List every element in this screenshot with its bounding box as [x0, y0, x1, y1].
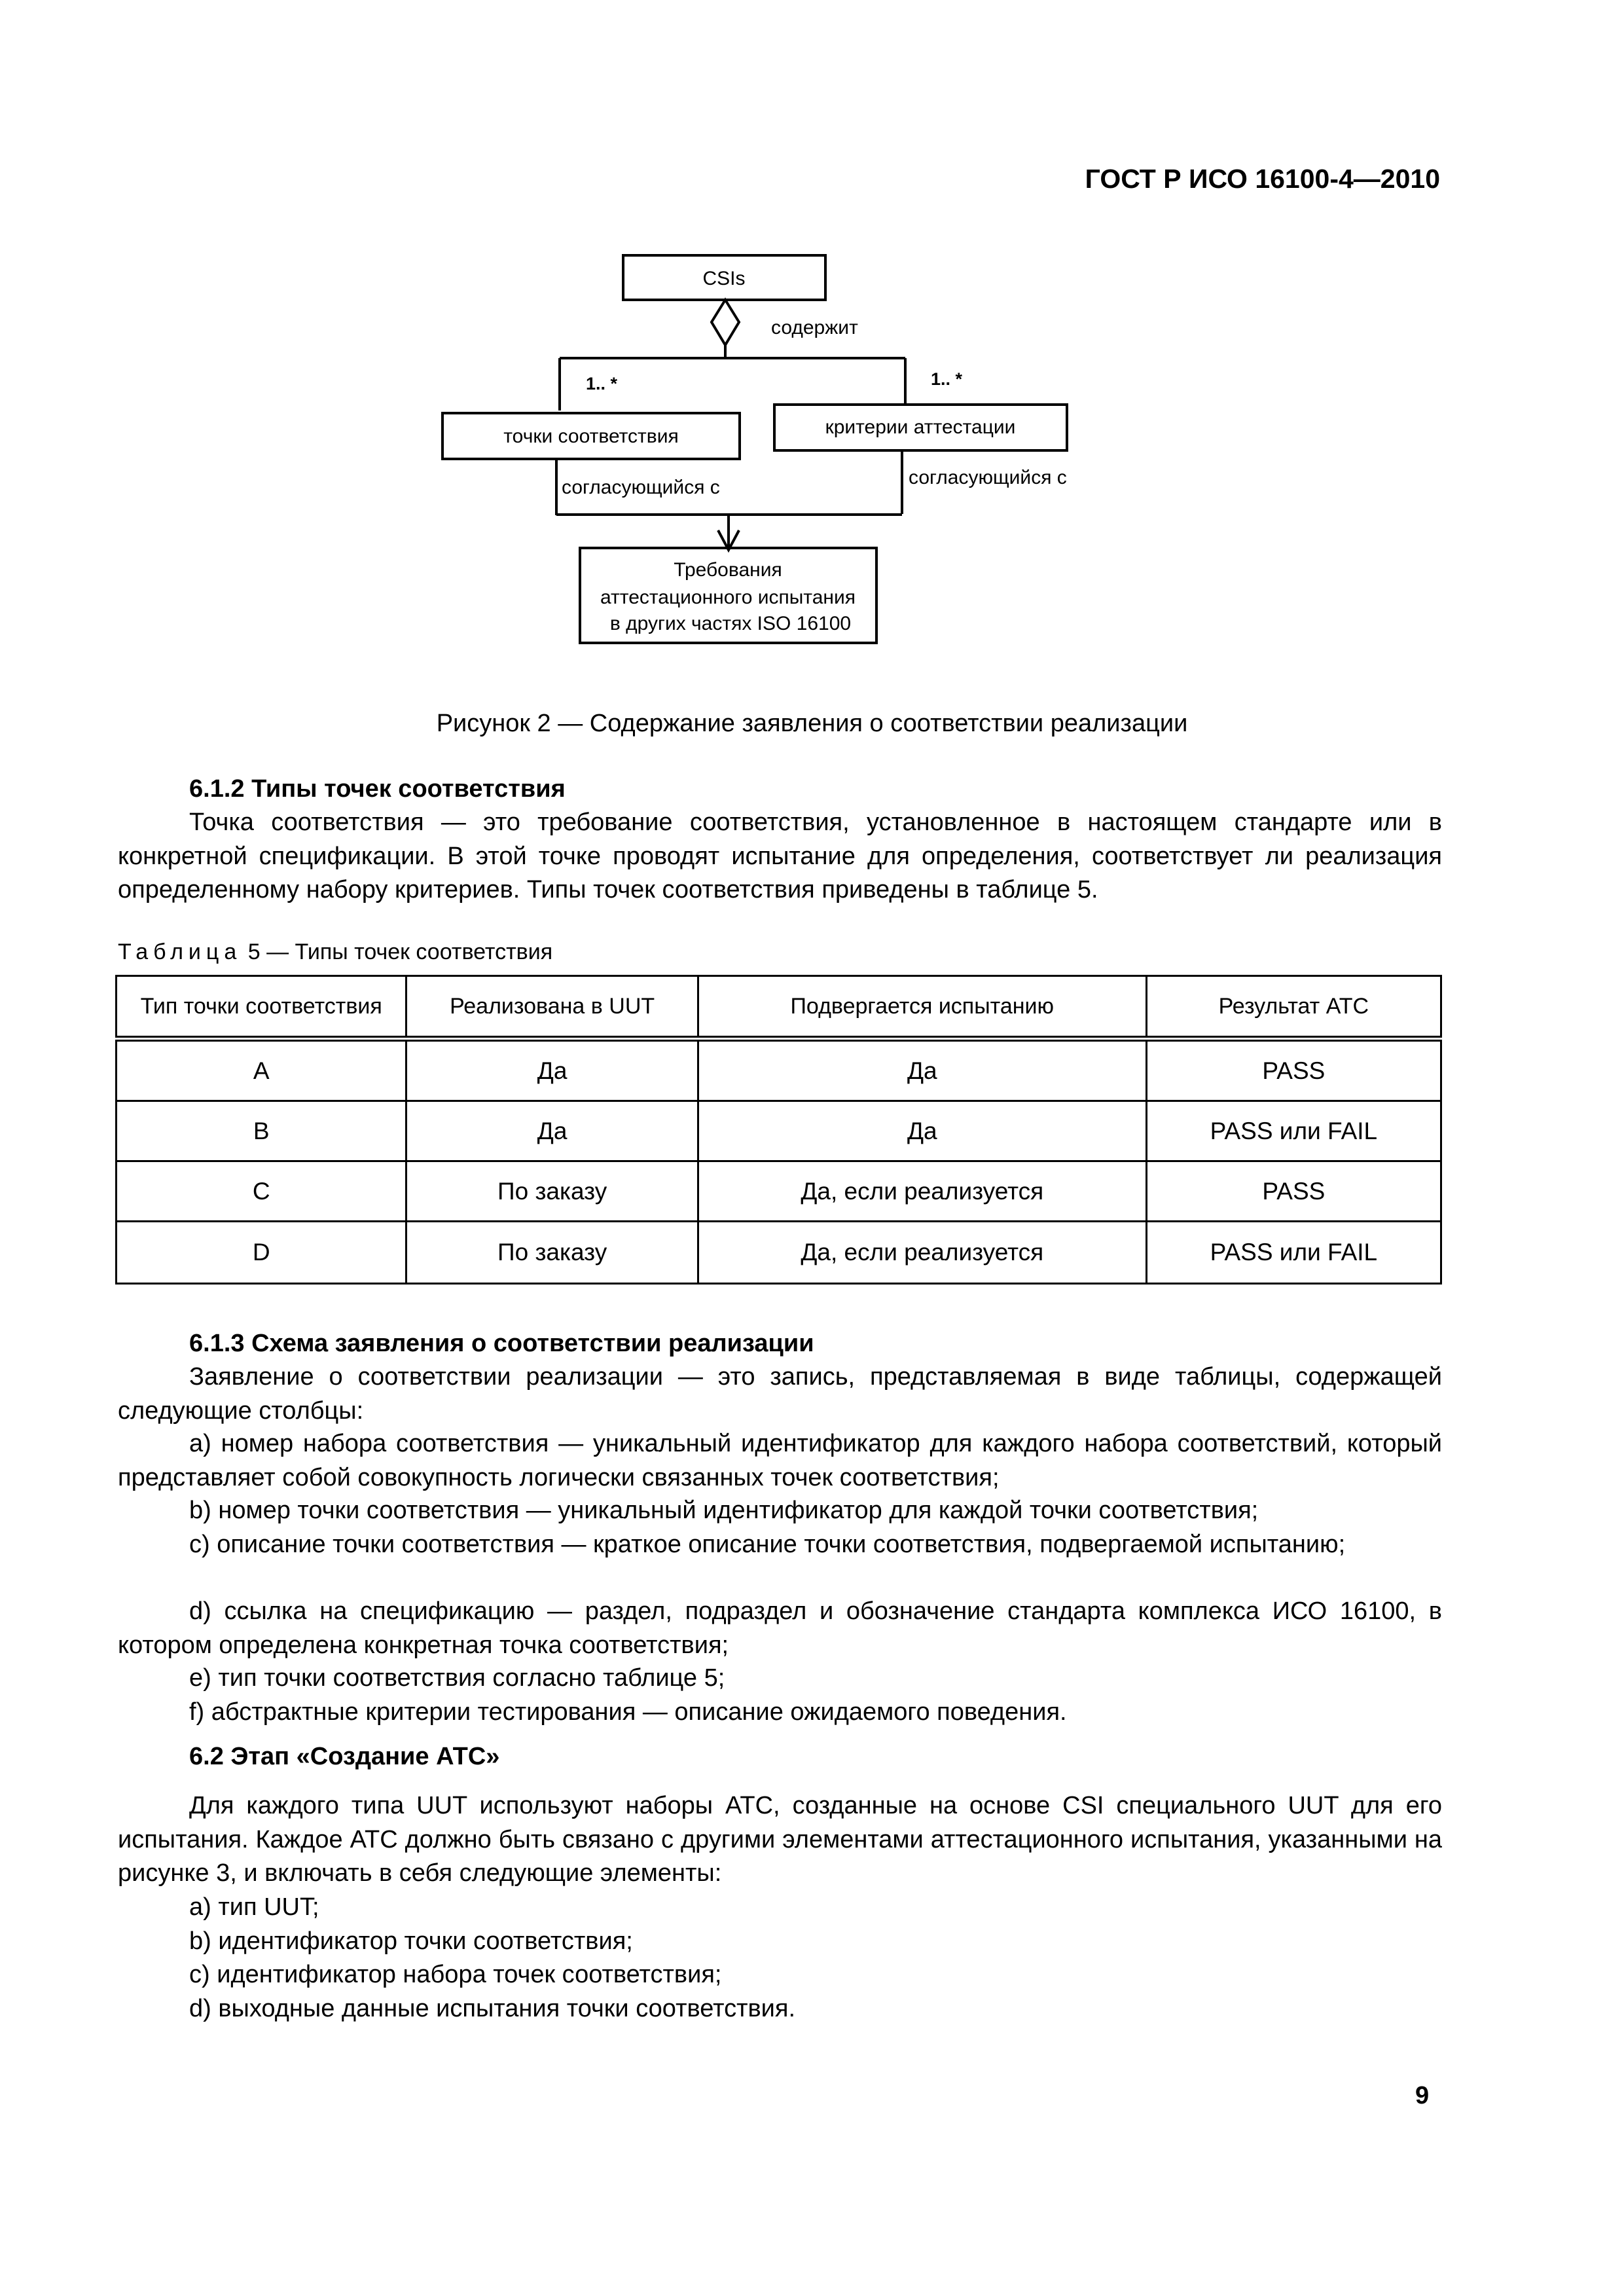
section-612-paragraph: Точка соответствия — это требование соответствия, установленное в настоящем стандарте или в конкретной спецификации. В этой точке проводят испытание для определения, соответствует ли реализация определенному набору критериев. Типы точек соответствия приведены в таблице 5.: [118, 809, 1442, 903]
table-caption-prefix: Таблица: [118, 939, 242, 964]
figure-caption: Рисунок 2 — Содержание заявления о соответствии реализации: [436, 710, 1188, 737]
table-cell: PASS или FAIL: [1146, 1222, 1441, 1284]
table-cell: Да: [698, 1039, 1146, 1101]
table-cell: Да: [406, 1101, 698, 1161]
table-header-row: [117, 976, 1441, 1039]
section-62-intro: Для каждого типа UUT используют наборы АТС, созданные на основе CSI специального UUT для его испытания. Каждое АТС должно быть связано с другими элементами аттестационного испытания, указанными на рисунке 3, и включать в себя следующие элементы:: [118, 1792, 1442, 1887]
conformance-points-label: точки соответствия: [503, 426, 679, 447]
table-caption-title: 5 — Типы точек соответствия: [242, 939, 553, 964]
document-header-id: ГОСТ Р ИСО 16100-4—2010: [1085, 164, 1440, 194]
table-cell: Да, если реализуется: [698, 1222, 1146, 1284]
column-header: Тип точки соответствия: [117, 976, 406, 1039]
section-62-item-b: b) идентификатор точки соответствия;: [189, 1927, 633, 1955]
table-cell: По заказу: [406, 1161, 698, 1222]
requirements-line-3: в других частях ISO 16100: [609, 613, 852, 634]
conformance-types-table: [115, 975, 1442, 1285]
conforming-label-right: согласующийся с: [909, 467, 1067, 488]
section-613-item-a: а) номер набора соответствия — уникальный идентификатор для каждого набора соответствий, который представляет собой совокупность логически связанных точек соответствия;: [118, 1430, 1442, 1491]
section-613-item-c: с) описание точки соответствия — краткое описание точки соответствия, подвергаемой испытанию;: [189, 1531, 1346, 1558]
table-cell: Да: [698, 1101, 1146, 1161]
table-row: [117, 1222, 1441, 1284]
figure-2-diagram: [0, 0, 1624, 687]
table-cell: Да, если реализуется: [698, 1161, 1146, 1222]
table-cell: C: [117, 1161, 406, 1222]
table-cell: Да: [406, 1039, 698, 1101]
table-row: [117, 1039, 1441, 1101]
requirements-line-2: аттестационного испытания: [600, 587, 856, 608]
table-cell: PASS: [1146, 1161, 1441, 1222]
section-613-item-e: е) тип точки соответствия согласно таблице 5;: [189, 1664, 725, 1692]
section-613-heading: 6.1.3 Схема заявления о соответствии реализации: [189, 1330, 814, 1357]
attestation-criteria-label: критерии аттестации: [825, 416, 1016, 438]
section-62-heading: 6.2 Этап «Создание АТС»: [189, 1743, 500, 1770]
table-cell: PASS: [1146, 1039, 1441, 1101]
section-613-intro: Заявление о соответствии реализации — это запись, представляемая в виде таблицы, содержащей следующие столбцы:: [118, 1363, 1442, 1425]
section-613-item-b: b) номер точки соответствия — уникальный идентификатор для каждой точки соответствия;: [189, 1497, 1259, 1524]
table-row: [117, 1101, 1441, 1161]
table-cell: A: [117, 1039, 406, 1101]
aggregation-diamond-icon: [712, 300, 739, 345]
section-613-item-d: d) ссылка на спецификацию — раздел, подраздел и обозначение стандарта комплекса ИСО 16100, в котором определена конкретная точка соответствия;: [118, 1597, 1442, 1659]
section-62-item-d: d) выходные данные испытания точки соответствия.: [189, 1995, 796, 2022]
multiplicity-left: 1.. *: [586, 374, 618, 393]
column-header: Подвергается испытанию: [698, 976, 1146, 1039]
conforming-label-left: согласующийся с: [562, 477, 720, 498]
table-cell: По заказу: [406, 1222, 698, 1284]
page-number: 9: [1415, 2082, 1430, 2109]
column-header: Результат АТС: [1146, 976, 1441, 1039]
requirements-line-1: Требования: [674, 559, 782, 581]
section-613-item-f: f) абстрактные критерии тестирования — описание ожидаемого поведения.: [189, 1698, 1067, 1726]
column-header: Реализована в UUT: [406, 976, 698, 1039]
table-cell: B: [117, 1101, 406, 1161]
section-612-heading: 6.1.2 Типы точек соответствия: [189, 775, 566, 803]
contains-label: содержит: [771, 317, 858, 338]
table-cell: PASS или FAIL: [1146, 1101, 1441, 1161]
section-62-item-c: с) идентификатор набора точек соответствия;: [189, 1961, 722, 1988]
table-5-caption: [118, 938, 552, 966]
section-62-item-a: а) тип UUT;: [189, 1893, 319, 1921]
multiplicity-right: 1.. *: [931, 369, 963, 389]
csis-label: CSIs: [702, 268, 746, 289]
table-row: [117, 1161, 1441, 1222]
table-cell: D: [117, 1222, 406, 1284]
